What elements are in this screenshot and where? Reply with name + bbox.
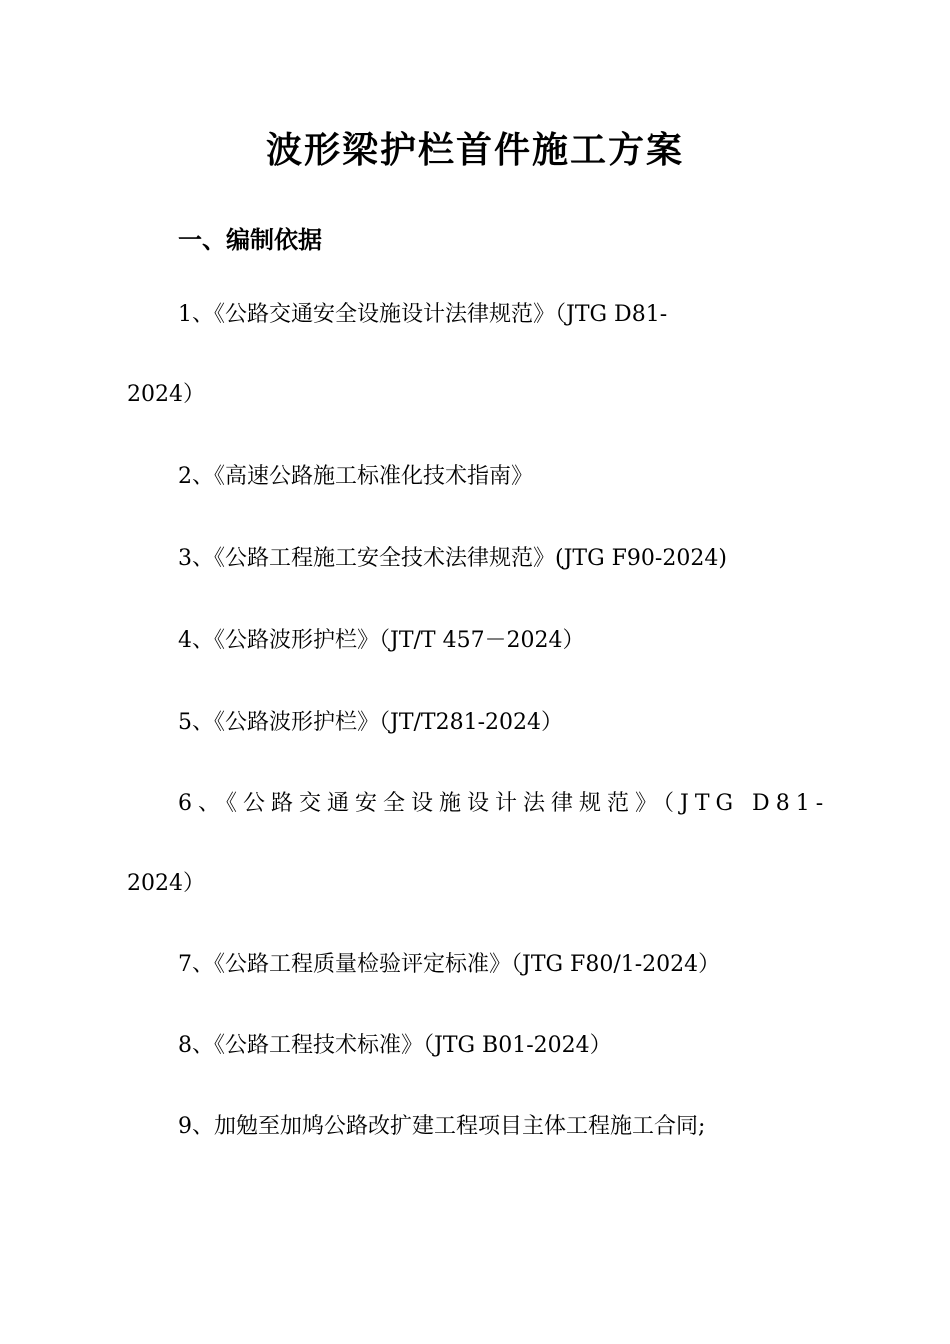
- reference-item-3: 3、《公路工程施工安全技术法律规范》(JTG F90-2024): [178, 546, 727, 571]
- reference-item-4: 4、《公路波形护栏》（JT/T 457－2024）: [178, 628, 585, 653]
- reference-item-9: 9、加勉至加鸠公路改扩建工程项目主体工程施工合同;: [178, 1114, 706, 1139]
- reference-item-2: 2、《高速公路施工标准化技术指南》: [178, 464, 533, 489]
- reference-item-7: 7、《公路工程质量检验评定标准》（JTG F80/1-2024）: [178, 952, 721, 977]
- reference-item-6-continued: 2024）: [127, 871, 205, 896]
- document-title: 波形梁护栏首件施工方案: [265, 130, 684, 171]
- reference-item-5: 5、《公路波形护栏》（JT/T281-2024）: [178, 710, 563, 735]
- reference-item-1: 1、《公路交通安全设施设计法律规范》（JTG D81-: [178, 302, 668, 327]
- reference-item-6: 6、《公路交通安全设施设计法律规范》（JTG D81-: [178, 791, 830, 816]
- reference-item-1-continued: 2024）: [127, 382, 205, 407]
- section-heading: 一、编制依据: [178, 226, 322, 254]
- reference-item-8: 8、《公路工程技术标准》（JTG B01-2024）: [178, 1033, 612, 1058]
